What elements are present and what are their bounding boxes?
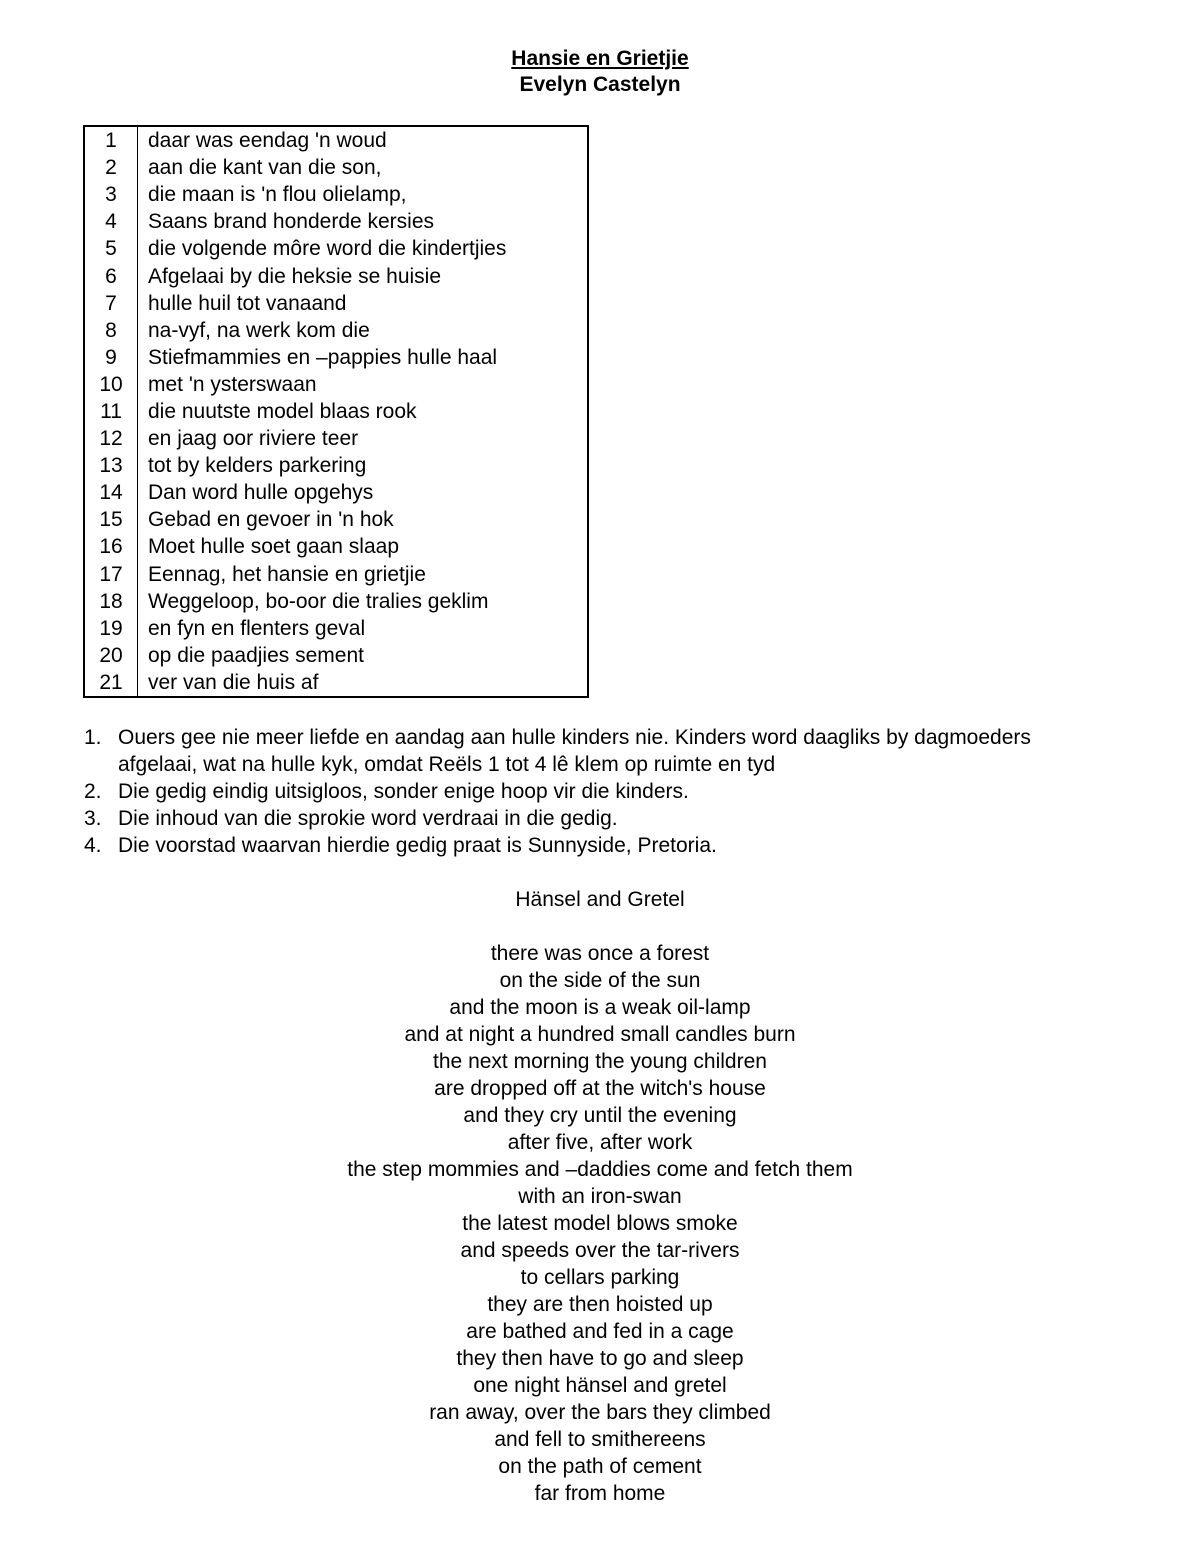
poem-line-text: Gebad en gevoer in 'n hok xyxy=(148,508,394,532)
question-text: Die voorstad waarvan hierdie gedig praat is Sunnyside, Pretoria. xyxy=(118,834,717,857)
translation-line: and at night a hundred small candles burn xyxy=(404,1023,796,1046)
poem-row xyxy=(84,425,588,452)
poem-line-number: 18 xyxy=(84,588,138,615)
translation-line: and fell to smithereens xyxy=(494,1428,706,1451)
question-text: Ouers gee nie meer liefde en aandag aan hulle kinders nie. Kinders word daagliks by dagmoeders afgelaai, wat na hulle kyk, omdat Reëls 1 tot 4 lê klem op ruimte en tyd xyxy=(118,726,1031,776)
poem-line-text: Dan word hulle opgehys xyxy=(148,481,374,505)
poem-line-text: op die paadjies sement xyxy=(148,643,364,667)
poem-line-number: 8 xyxy=(84,317,138,344)
translation-line: ran away, over the bars they climbed xyxy=(429,1401,771,1424)
poem-line-text: hulle huil tot vanaand xyxy=(148,291,347,315)
translation-line: there was once a forest xyxy=(490,942,710,965)
translation-line: are dropped off at the witch's house xyxy=(434,1077,766,1100)
poem-line-text: Stiefmammies en –pappies hulle haal xyxy=(148,345,498,369)
poem-row xyxy=(84,317,588,344)
poem-line-text: ver van die huis af xyxy=(148,670,319,694)
poem-line-text: na-vyf, na werk kom die xyxy=(148,318,370,342)
poem-row xyxy=(84,588,588,615)
poem-line-text: Afgelaai by die heksie se huisie xyxy=(148,264,442,288)
question-number: 3. xyxy=(84,807,102,830)
poem-row xyxy=(84,452,588,479)
poem-row xyxy=(84,506,588,533)
poem-line-text: en jaag oor riviere teer xyxy=(148,427,359,451)
translation-title: Hänsel and Gretel xyxy=(515,888,685,911)
poem-row xyxy=(84,154,588,181)
poem-row xyxy=(84,262,588,289)
poem-line-text: Weggeloop, bo-oor die tralies geklim xyxy=(148,589,489,613)
poem-line-number: 3 xyxy=(84,181,138,208)
poem-row xyxy=(84,371,588,398)
poem-row xyxy=(84,181,588,208)
translation-line: far from home xyxy=(534,1482,666,1505)
question-text: Die inhoud van die sprokie word verdraai in die gedig. xyxy=(118,807,618,830)
questions-list xyxy=(84,724,1044,859)
question-item xyxy=(84,832,1044,859)
poem-row xyxy=(84,290,588,317)
poem-line-number: 2 xyxy=(84,154,138,181)
poem-line-number: 21 xyxy=(84,669,138,697)
translation-line: the next morning the young children xyxy=(433,1050,767,1073)
poem-line-number: 11 xyxy=(84,398,138,425)
question-number: 4. xyxy=(84,834,102,857)
poem-row xyxy=(84,642,588,669)
question-number: 1. xyxy=(84,726,102,749)
translation-line: and they cry until the evening xyxy=(463,1104,737,1127)
poem-line-number: 5 xyxy=(84,235,138,262)
translation-line: one night hänsel and gretel xyxy=(473,1374,727,1397)
poem-line-number: 7 xyxy=(84,290,138,317)
translation-line: on the side of the sun xyxy=(499,969,701,992)
question-text: Die gedig eindig uitsigloos, sonder enige hoop vir die kinders. xyxy=(118,780,689,803)
translation-lines xyxy=(0,940,1200,1507)
poem-line-text: daar was eendag 'n woud xyxy=(148,129,387,153)
poem-line-number: 6 xyxy=(84,262,138,289)
translation-line: and speeds over the tar-rivers xyxy=(460,1239,740,1262)
poem-line-text: met 'n ysterswaan xyxy=(148,372,317,396)
translation-line: with an iron-swan xyxy=(518,1185,682,1208)
poem-line-text: en fyn en flenters geval xyxy=(148,616,366,640)
poem-row xyxy=(84,208,588,235)
poem-line-number: 17 xyxy=(84,561,138,588)
poem-line-number: 19 xyxy=(84,615,138,642)
poem-line-number: 10 xyxy=(84,371,138,398)
poem-line-number: 12 xyxy=(84,425,138,452)
poem-line-number: 15 xyxy=(84,506,138,533)
poem-line-text: die volgende môre word die kindertjies xyxy=(148,237,507,261)
poem-row xyxy=(84,533,588,560)
translation-section xyxy=(0,886,1200,1507)
translation-line: on the path of cement xyxy=(498,1455,702,1478)
poem-line-text: tot by kelders parkering xyxy=(148,454,367,478)
poem-line-number: 1 xyxy=(84,126,138,154)
question-item xyxy=(84,724,1044,778)
question-number: 2. xyxy=(84,780,102,803)
poem-row xyxy=(84,126,588,154)
poem-line-text: Saans brand honderde kersies xyxy=(148,210,435,234)
poem-line-text: aan die kant van die son, xyxy=(148,156,382,180)
poem-line-number: 20 xyxy=(84,642,138,669)
poem-line-number: 14 xyxy=(84,479,138,506)
question-item xyxy=(84,805,1044,832)
poem-line-number: 9 xyxy=(84,344,138,371)
poem-line-text: die nuutste model blaas rook xyxy=(148,399,417,423)
poem-line-number: 13 xyxy=(84,452,138,479)
poem-line-number: 4 xyxy=(84,208,138,235)
translation-line: they are then hoisted up xyxy=(487,1293,713,1316)
translation-line: are bathed and fed in a cage xyxy=(466,1320,734,1343)
document-title: Hansie en Grietjie xyxy=(511,47,689,70)
translation-line: the latest model blows smoke xyxy=(462,1212,738,1235)
poem-row xyxy=(84,669,588,697)
translation-line: and the moon is a weak oil-lamp xyxy=(449,996,751,1019)
poem-line-text: die maan is 'n flou olielamp, xyxy=(148,183,407,207)
document-author: Evelyn Castelyn xyxy=(519,73,681,96)
translation-line: the step mommies and –daddies come and fetch them xyxy=(347,1158,853,1181)
poem-row xyxy=(84,615,588,642)
poem-row xyxy=(84,561,588,588)
poem-table xyxy=(83,125,589,698)
poem-row xyxy=(84,398,588,425)
poem-line-number: 16 xyxy=(84,533,138,560)
question-item xyxy=(84,778,1044,805)
translation-line: they then have to go and sleep xyxy=(456,1347,744,1370)
poem-line-text: Moet hulle soet gaan slaap xyxy=(148,535,400,559)
translation-line: to cellars parking xyxy=(520,1266,680,1289)
poem-row xyxy=(84,479,588,506)
translation-line: after five, after work xyxy=(507,1131,693,1154)
poem-line-text: Eennag, het hansie en grietjie xyxy=(148,562,426,586)
poem-row xyxy=(84,235,588,262)
poem-row xyxy=(84,344,588,371)
